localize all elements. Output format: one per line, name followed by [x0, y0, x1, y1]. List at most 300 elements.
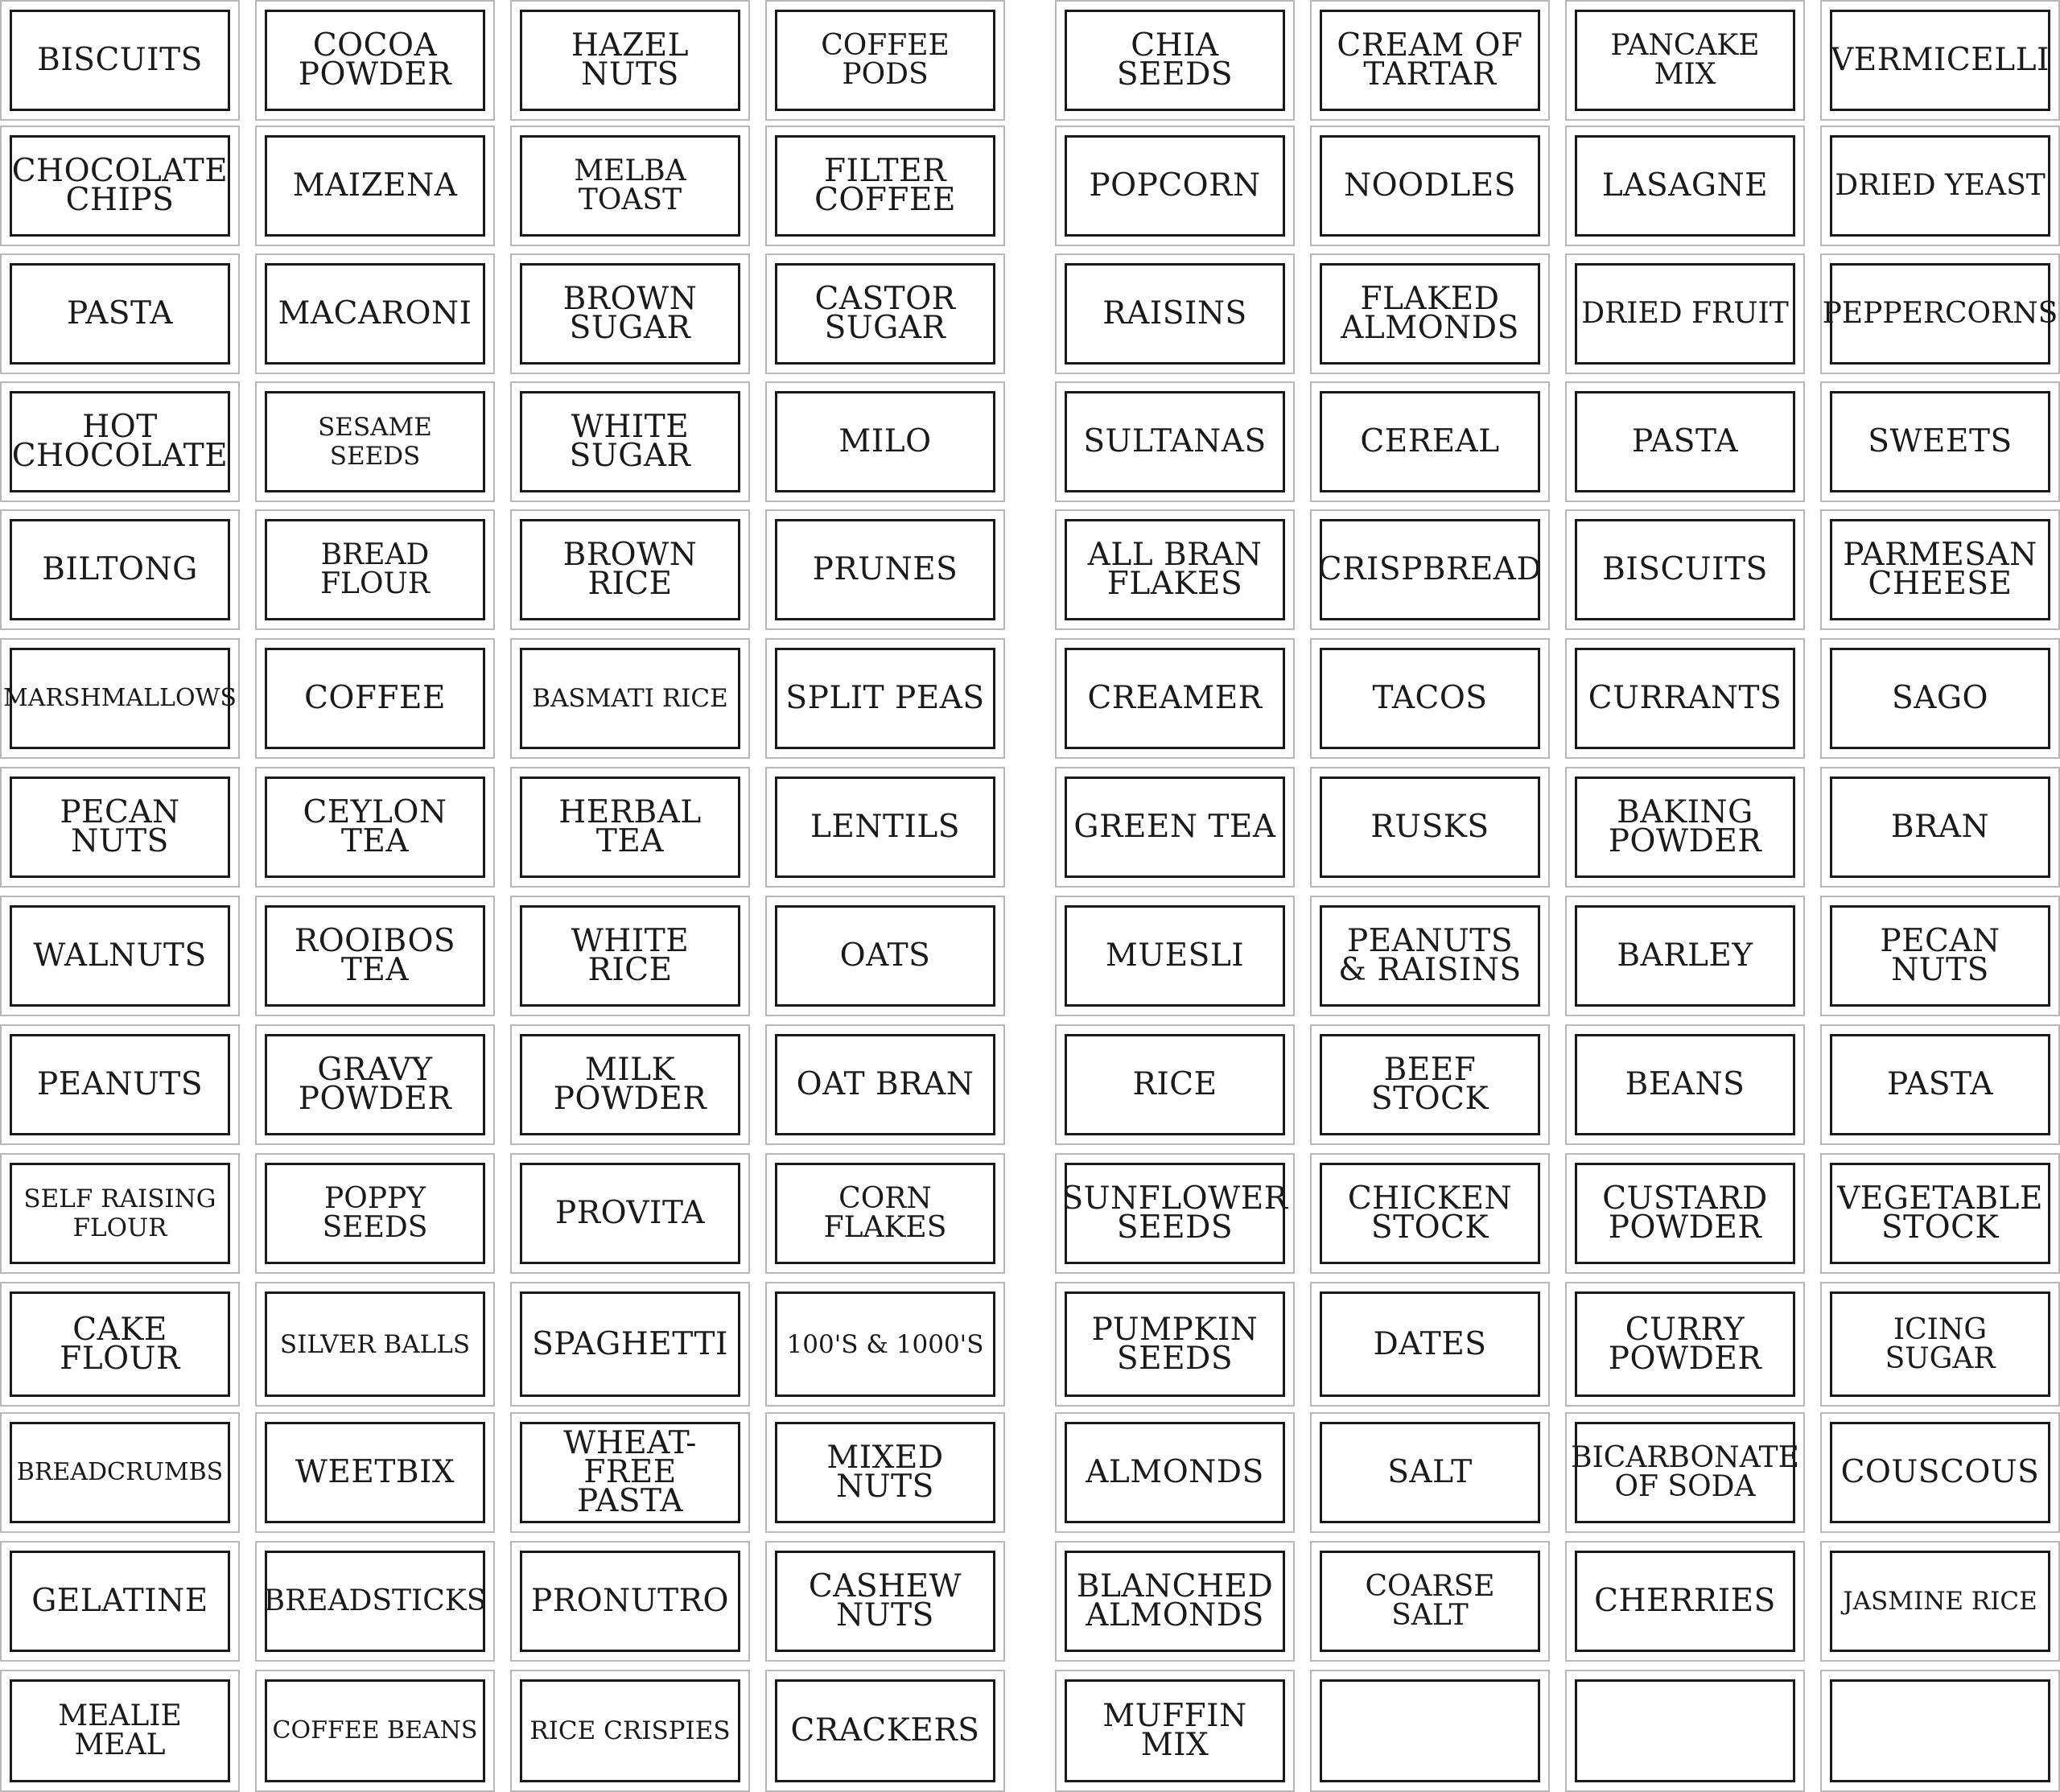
label-border — [775, 648, 995, 749]
label-border — [520, 648, 740, 749]
label-border — [520, 135, 740, 237]
label-border — [775, 1034, 995, 1135]
label-border — [265, 10, 485, 111]
label-border — [1065, 135, 1285, 237]
label-border — [10, 135, 230, 237]
label-border — [520, 1034, 740, 1135]
pantry-label-crispbread — [1310, 509, 1550, 630]
label-text: SALT — [1387, 1454, 1473, 1490]
pantry-label-split-peas — [765, 638, 1005, 759]
pantry-label-lasagne — [1565, 126, 1805, 246]
label-border — [775, 263, 995, 365]
label-border — [265, 519, 485, 620]
label-border — [1320, 905, 1540, 1007]
label-border — [1065, 777, 1285, 878]
pantry-label-coffee-pods — [765, 0, 1005, 121]
label-text: SELF RAISING FLOUR — [23, 1184, 216, 1242]
label-text: SULTANAS — [1083, 423, 1267, 459]
label-border — [1320, 1034, 1540, 1135]
label-text: DATES — [1373, 1325, 1487, 1362]
label-border — [1830, 1551, 2050, 1652]
pantry-label-rice — [1055, 1024, 1295, 1145]
pantry-label-spaghetti — [510, 1282, 750, 1407]
label-border — [10, 10, 230, 111]
label-text: CAKE FLOUR — [60, 1311, 180, 1377]
label-text: CRACKERS — [790, 1712, 980, 1749]
pantry-label-breadsticks — [255, 1541, 495, 1662]
label-border — [1065, 905, 1285, 1007]
pantry-label-parmesan-cheese — [1820, 509, 2060, 630]
pantry-label-lentils — [765, 767, 1005, 888]
label-text: VERMICELLI — [1831, 42, 2050, 78]
pantry-label-brown-sugar — [510, 253, 750, 374]
label-border — [1575, 1163, 1795, 1264]
label-text: MUFFIN MIX — [1102, 1698, 1247, 1763]
label-text: MILO — [838, 423, 932, 459]
label-text: CHERRIES — [1594, 1583, 1776, 1619]
pantry-label-cherries — [1565, 1541, 1805, 1662]
label-border — [520, 1422, 740, 1523]
label-text: RICE CRISPIES — [529, 1716, 731, 1745]
label-border — [1320, 10, 1540, 111]
label-text: NOODLES — [1344, 167, 1516, 204]
label-text: COFFEE — [304, 680, 446, 716]
pantry-label-all-bran-flakes — [1055, 509, 1295, 630]
label-border — [775, 135, 995, 237]
label-text: CURRY POWDER — [1608, 1311, 1762, 1377]
label-text: CREAM OF TARTAR — [1337, 27, 1523, 93]
label-border — [10, 1422, 230, 1523]
label-border — [1065, 1679, 1285, 1782]
pantry-label-barley — [1565, 896, 1805, 1016]
pantry-label-chia-seeds — [1055, 0, 1295, 121]
pantry-label-maizena — [255, 126, 495, 246]
label-border — [1830, 10, 2050, 111]
pantry-label-almonds — [1055, 1412, 1295, 1533]
label-border — [1065, 10, 1285, 111]
label-border — [265, 1551, 485, 1652]
label-text: CASHEW NUTS — [808, 1568, 962, 1633]
pantry-label-oats — [765, 896, 1005, 1016]
label-border — [1575, 1679, 1795, 1782]
label-border — [265, 263, 485, 365]
pantry-label-sesame-seeds — [255, 381, 495, 502]
pantry-label-100-s-1000-s — [765, 1282, 1005, 1407]
label-border — [1830, 905, 2050, 1007]
pantry-label-green-tea — [1055, 767, 1295, 888]
pantry-label-peanuts — [0, 1024, 240, 1145]
label-border — [775, 1679, 995, 1782]
label-text: PASTA — [1631, 423, 1739, 459]
label-border — [775, 777, 995, 878]
pantry-label-custard-powder — [1565, 1153, 1805, 1274]
label-text: PEANUTS — [36, 1066, 204, 1102]
label-border — [520, 1163, 740, 1264]
label-border — [265, 1163, 485, 1264]
label-border — [1065, 648, 1285, 749]
pantry-label-vegetable-stock — [1820, 1153, 2060, 1274]
label-border — [1320, 135, 1540, 237]
label-border — [520, 10, 740, 111]
pantry-label-wheat-free-pasta — [510, 1412, 750, 1533]
pantry-label-cashew-nuts — [765, 1541, 1005, 1662]
label-text: MUESLI — [1105, 937, 1245, 974]
pantry-label-herbal-tea — [510, 767, 750, 888]
pantry-label-icing-sugar — [1820, 1282, 2060, 1407]
pantry-label-beef-stock — [1310, 1024, 1550, 1145]
label-border — [520, 905, 740, 1007]
pantry-label-curry-powder — [1565, 1282, 1805, 1407]
label-text: PRUNES — [812, 551, 958, 587]
label-text: PASTA — [1886, 1066, 1994, 1102]
pantry-label-castor-sugar — [765, 253, 1005, 374]
pantry-label-white-rice — [510, 896, 750, 1016]
pantry-label-blank — [1565, 1670, 1805, 1792]
label-border — [1320, 1551, 1540, 1652]
pantry-label-pecan-nuts — [1820, 896, 2060, 1016]
label-border — [1822, 263, 2058, 365]
label-text: BASMATI RICE — [532, 684, 728, 713]
label-text: FILTER COFFEE — [814, 153, 956, 218]
label-text: WHITE SUGAR — [569, 409, 691, 474]
pantry-label-white-sugar — [510, 381, 750, 502]
label-border — [1830, 648, 2050, 749]
label-text: BREADSTICKS — [263, 1584, 487, 1617]
pantry-label-pecan-nuts — [0, 767, 240, 888]
pantry-label-walnuts — [0, 896, 240, 1016]
label-border — [775, 905, 995, 1007]
pantry-label-oat-bran — [765, 1024, 1005, 1145]
pantry-label-self-raising-flour — [0, 1153, 240, 1274]
label-text: CREAMER — [1087, 680, 1263, 716]
label-text: MELBA TOAST — [574, 154, 686, 216]
label-text: MAIZENA — [292, 167, 458, 204]
label-border — [1575, 777, 1795, 878]
label-text: OAT BRAN — [796, 1066, 974, 1102]
label-text: FLAKED ALMONDS — [1341, 281, 1519, 346]
pantry-label-rusks — [1310, 767, 1550, 888]
label-text: CHIA SEEDS — [1116, 27, 1234, 93]
label-text: CASTOR SUGAR — [814, 281, 956, 346]
pantry-label-provita — [510, 1153, 750, 1274]
label-border — [1575, 1291, 1795, 1397]
pantry-label-blanched-almonds — [1055, 1541, 1295, 1662]
label-text: MEALIE MEAL — [58, 1699, 182, 1761]
label-border — [775, 1422, 995, 1523]
label-text: BRAN — [1890, 809, 1990, 845]
label-border — [775, 391, 995, 492]
label-text: BARLEY — [1617, 937, 1753, 974]
pantry-label-basmati-rice — [510, 638, 750, 759]
label-text: MIXED NUTS — [826, 1440, 944, 1505]
pantry-label-mixed-nuts — [765, 1412, 1005, 1533]
label-text: PECAN NUTS — [60, 794, 180, 859]
label-border — [1317, 519, 1543, 620]
label-text: SPLIT PEAS — [785, 680, 985, 716]
pantry-label-blank — [1310, 1670, 1550, 1792]
label-text: CHOCOLATE CHIPS — [11, 153, 229, 218]
label-border — [10, 777, 230, 878]
label-border — [10, 1163, 230, 1264]
pantry-label-muesli — [1055, 896, 1295, 1016]
label-text: MARSHMALLOWS — [3, 684, 237, 712]
label-border — [1830, 519, 2050, 620]
label-text: COFFEE PODS — [821, 29, 950, 91]
label-border — [10, 1034, 230, 1135]
label-text: SPAGHETTI — [532, 1325, 728, 1362]
label-border — [10, 905, 230, 1007]
label-border — [1575, 135, 1795, 237]
label-border — [1065, 1034, 1285, 1135]
label-text: CORN FLAKES — [823, 1182, 947, 1244]
pantry-label-marshmallows — [0, 638, 240, 759]
pantry-label-blank — [1820, 1670, 2060, 1792]
label-border — [10, 1291, 230, 1397]
pantry-label-pasta — [1820, 1024, 2060, 1145]
label-border — [775, 10, 995, 111]
label-border — [265, 777, 485, 878]
label-text: BROWN SUGAR — [562, 281, 698, 346]
pantry-label-chicken-stock — [1310, 1153, 1550, 1274]
label-text: RICE — [1132, 1066, 1217, 1102]
pantry-label-rice-crispies — [510, 1670, 750, 1792]
label-text: LENTILS — [810, 809, 961, 845]
pantry-label-beans — [1565, 1024, 1805, 1145]
label-border — [1065, 391, 1285, 492]
label-text: VEGETABLE STOCK — [1837, 1180, 2043, 1246]
label-border — [10, 391, 230, 492]
label-border — [265, 1422, 485, 1523]
label-text: BISCUITS — [37, 42, 203, 78]
label-text: ALMONDS — [1086, 1454, 1264, 1490]
pantry-label-biltong — [0, 509, 240, 630]
label-border — [265, 648, 485, 749]
pantry-label-dried-yeast — [1820, 126, 2060, 246]
label-border — [1320, 1163, 1540, 1264]
pantry-label-sweets — [1820, 381, 2060, 502]
pantry-label-pronutro — [510, 1541, 750, 1662]
label-border — [1830, 1679, 2050, 1782]
label-text: OATS — [839, 937, 931, 974]
label-border — [265, 1679, 485, 1782]
label-text: 100'S & 1000'S — [786, 1329, 984, 1359]
label-text: PROVITA — [554, 1195, 705, 1231]
label-text: COFFEE BEANS — [272, 1716, 478, 1745]
pantry-label-creamer — [1055, 638, 1295, 759]
pantry-label-sunflower-seeds — [1055, 1153, 1295, 1274]
label-text: ALL BRAN FLAKES — [1087, 537, 1263, 602]
pantry-label-tacos — [1310, 638, 1550, 759]
label-text: PASTA — [66, 295, 174, 332]
pantry-label-vermicelli — [1820, 0, 2060, 121]
label-border — [775, 519, 995, 620]
pantry-label-cereal — [1310, 381, 1550, 502]
label-border — [265, 905, 485, 1007]
label-text: MACARONI — [278, 295, 472, 332]
label-text: TACOS — [1372, 680, 1488, 716]
pantry-label-biscuits — [1565, 509, 1805, 630]
label-text: CEREAL — [1360, 423, 1500, 459]
label-text: ROOIBOS TEA — [294, 923, 456, 988]
label-text: HAZEL NUTS — [571, 27, 690, 93]
label-text: CURRANTS — [1588, 680, 1782, 716]
label-text: SESAME SEEDS — [318, 413, 432, 471]
label-text: CRISPBREAD — [1317, 551, 1543, 587]
label-border — [1830, 1291, 2050, 1397]
pantry-label-prunes — [765, 509, 1005, 630]
label-border — [10, 1551, 230, 1652]
label-border — [1830, 135, 2050, 237]
label-border — [520, 1679, 740, 1782]
label-border — [1571, 1422, 1799, 1523]
label-text: SAGO — [1891, 680, 1988, 716]
label-text: LASAGNE — [1601, 167, 1769, 204]
pantry-label-dates — [1310, 1282, 1550, 1407]
label-border — [775, 1163, 995, 1264]
label-text: GELATINE — [31, 1583, 208, 1619]
label-text: PEPPERCORNS — [1822, 297, 2058, 330]
label-border — [1320, 263, 1540, 365]
label-text: SWEETS — [1868, 423, 2013, 459]
pantry-label-cake-flour — [0, 1282, 240, 1407]
pantry-label-dried-fruit — [1565, 253, 1805, 374]
label-text: BICARBONATE OF SODA — [1571, 1441, 1799, 1503]
label-text: PUMPKIN SEEDS — [1091, 1311, 1259, 1377]
label-text: BREADCRUMBS — [16, 1458, 224, 1486]
label-text: HERBAL TEA — [558, 794, 702, 859]
pantry-label-macaroni — [255, 253, 495, 374]
pantry-label-hot-chocolate — [0, 381, 240, 502]
label-text: GRAVY POWDER — [298, 1052, 452, 1117]
label-text: RAISINS — [1102, 295, 1247, 332]
label-text: WHEAT-FREE PASTA — [563, 1425, 697, 1519]
pantry-label-pancake-mix — [1565, 0, 1805, 121]
label-text: PEANUTS & RAISINS — [1338, 923, 1522, 988]
label-text: POPPY SEEDS — [322, 1182, 428, 1244]
label-border — [1575, 10, 1795, 111]
label-text: JASMINE RICE — [1843, 1587, 2037, 1616]
pantry-label-bicarbonate-of-soda — [1565, 1412, 1805, 1533]
pantry-label-jasmine-rice — [1820, 1541, 2060, 1662]
pantry-label-flaked-almonds — [1310, 253, 1550, 374]
pantry-label-melba-toast — [510, 126, 750, 246]
pantry-label-sultanas — [1055, 381, 1295, 502]
label-text: PANCAKE MIX — [1610, 29, 1760, 91]
pantry-label-bran — [1820, 767, 2060, 888]
label-border — [1575, 1034, 1795, 1135]
pantry-label-ceylon-tea — [255, 767, 495, 888]
label-border — [520, 263, 740, 365]
label-border — [1575, 1551, 1795, 1652]
pantry-label-gravy-powder — [255, 1024, 495, 1145]
label-text: ICING SUGAR — [1885, 1312, 1996, 1375]
label-border — [1575, 263, 1795, 365]
label-border — [1320, 777, 1540, 878]
label-border — [520, 777, 740, 878]
label-border — [520, 519, 740, 620]
label-text: BISCUITS — [1602, 551, 1768, 587]
label-text: BROWN RICE — [562, 537, 698, 602]
label-border — [1065, 1551, 1285, 1652]
label-text: RUSKS — [1370, 809, 1489, 845]
label-text: HOT CHOCOLATE — [11, 409, 229, 474]
pantry-label-couscous — [1820, 1412, 2060, 1533]
pantry-label-rooibos-tea — [255, 896, 495, 1016]
label-border — [1830, 1422, 2050, 1523]
pantry-label-currants — [1565, 638, 1805, 759]
pantry-label-breadcrumbs — [0, 1412, 240, 1533]
label-text: WEETBIX — [295, 1454, 455, 1490]
pantry-label-cream-of-tartar — [1310, 0, 1550, 121]
pantry-label-mealie-meal — [0, 1670, 240, 1792]
label-border — [1830, 1163, 2050, 1264]
label-border — [1575, 519, 1795, 620]
label-border — [1830, 777, 2050, 878]
label-text: BLANCHED ALMONDS — [1076, 1568, 1274, 1633]
pantry-label-noodles — [1310, 126, 1550, 246]
label-border — [1320, 391, 1540, 492]
label-border — [265, 1034, 485, 1135]
label-text: CEYLON TEA — [303, 794, 447, 859]
label-text: COARSE SALT — [1365, 1570, 1495, 1632]
label-text: DRIED FRUIT — [1581, 297, 1789, 330]
label-text: SILVER BALLS — [279, 1329, 471, 1359]
label-border — [1320, 1679, 1540, 1782]
label-border — [10, 263, 230, 365]
pantry-label-brown-rice — [510, 509, 750, 630]
pantry-label-baking-powder — [1565, 767, 1805, 888]
label-border — [1830, 1034, 2050, 1135]
pantry-label-sago — [1820, 638, 2060, 759]
label-border — [1320, 648, 1540, 749]
label-text: GREEN TEA — [1073, 809, 1276, 845]
pantry-label-peppercorns — [1820, 253, 2060, 374]
label-text: SUNFLOWER SEEDS — [1061, 1180, 1288, 1246]
label-border — [1065, 1422, 1285, 1523]
label-text: PRONUTRO — [531, 1583, 729, 1619]
label-text: BREAD FLOUR — [320, 538, 430, 600]
pantry-label-pasta — [1565, 381, 1805, 502]
label-border — [10, 519, 230, 620]
label-border — [1065, 263, 1285, 365]
pantry-label-poppy-seeds — [255, 1153, 495, 1274]
pantry-label-filter-coffee — [765, 126, 1005, 246]
pantry-label-silver-balls — [255, 1282, 495, 1407]
label-border — [1320, 1422, 1540, 1523]
pantry-label-pasta — [0, 253, 240, 374]
label-text: BEANS — [1625, 1066, 1745, 1102]
pantry-label-hazel-nuts — [510, 0, 750, 121]
label-border — [775, 1551, 995, 1652]
pantry-label-weetbix — [255, 1412, 495, 1533]
pantry-label-peanuts-raisins — [1310, 896, 1550, 1016]
pantry-label-bread-flour — [255, 509, 495, 630]
pantry-label-salt — [1310, 1412, 1550, 1533]
label-border — [3, 648, 237, 749]
label-text: CUSTARD POWDER — [1602, 1180, 1768, 1246]
label-text: COUSCOUS — [1840, 1454, 2040, 1490]
label-border — [1830, 391, 2050, 492]
label-border — [265, 135, 485, 237]
label-border — [265, 1291, 485, 1397]
pantry-label-coarse-salt — [1310, 1541, 1550, 1662]
label-border — [520, 391, 740, 492]
label-text: MILK POWDER — [553, 1052, 707, 1117]
label-border — [265, 391, 485, 492]
pantry-label-muffin-mix — [1055, 1670, 1295, 1792]
label-border — [520, 1291, 740, 1397]
label-text: COCOA POWDER — [298, 27, 452, 93]
